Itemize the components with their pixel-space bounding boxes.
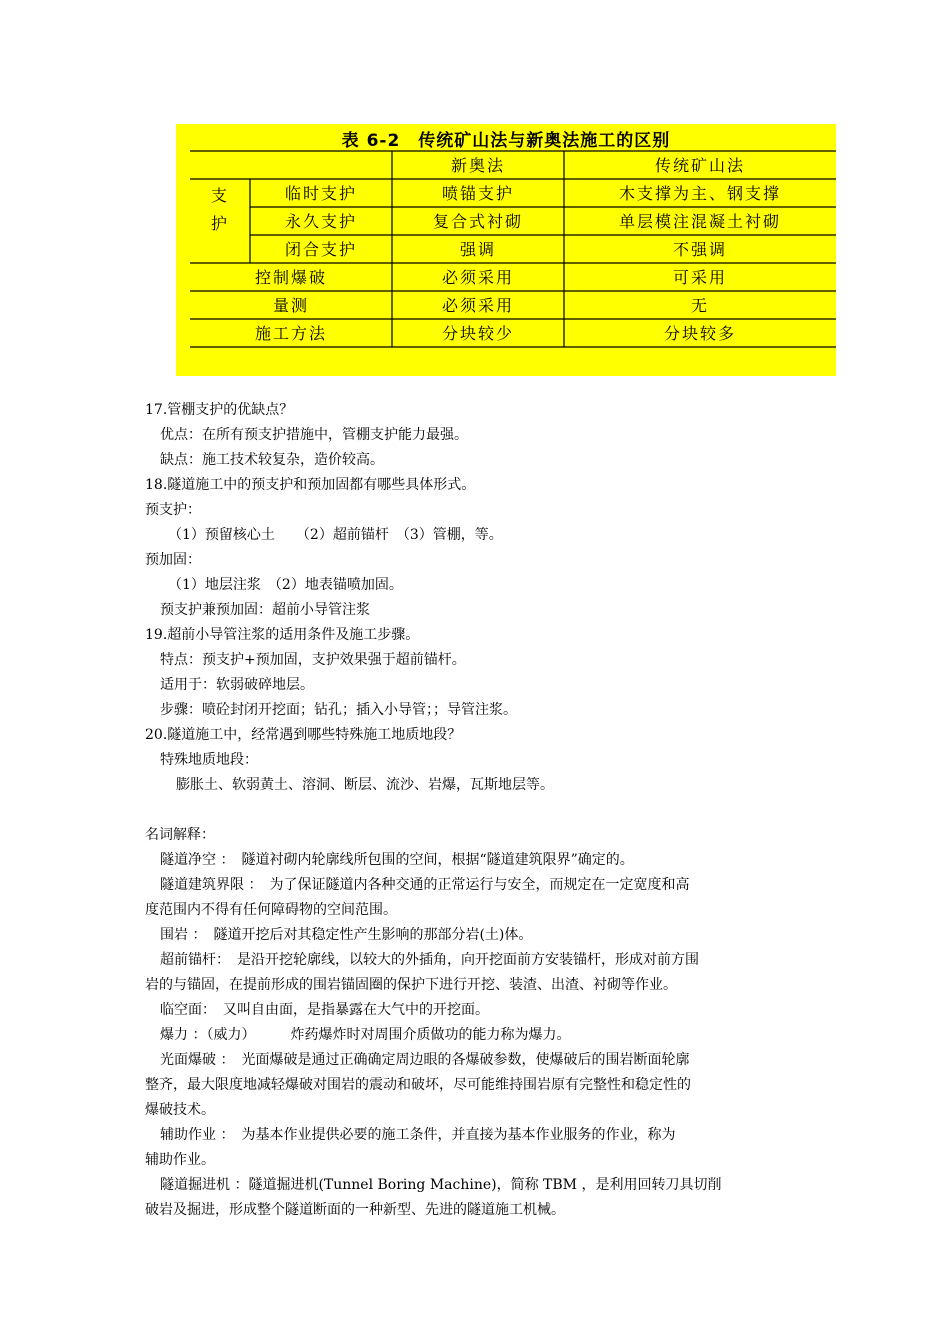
term-building-limit-line1: 隧道建筑界限 ： 为了保证隧道内各种交通的正常运行与安全，而规定在一定宽度和高 <box>160 877 690 893</box>
q20-label: 特殊地质地段： <box>160 752 258 768</box>
question-17: 17.管棚支护的优缺点？ <box>145 402 294 418</box>
term-smooth-blasting-line3: 爆破技术。 <box>145 1102 215 1118</box>
q17-disadvantage: 缺点：施工技术较复杂，造价较高。 <box>160 452 384 468</box>
q17-advantage: 优点：在所有预支护措施中，管棚支护能力最强。 <box>160 427 468 443</box>
row-item-measurement: 量测 <box>272 296 309 315</box>
term-auxiliary-work-line1: 辅助作业 ： 为基本作业提供必要的施工条件，并直接为基本作业服务的作业，称为 <box>160 1127 676 1143</box>
question-19: 19.超前小导管注浆的适用条件及施工步骤。 <box>145 627 420 643</box>
row-old-measurement: 无 <box>690 296 709 315</box>
header-traditional-mining: 传统矿山法 <box>654 156 745 175</box>
row-item-construction-method: 施工方法 <box>254 324 327 343</box>
term-advance-bolt-line2: 岩的与锚固，在提前形成的围岩锚固圈的保护下进行开挖、装渣、出渣、衬砌等作业。 <box>145 977 677 993</box>
row-old-construction-method: 分块较多 <box>663 324 736 343</box>
row-item-permanent-support: 永久支护 <box>284 212 357 231</box>
term-building-limit-line2: 度范围内不得有任何障碍物的空间范围。 <box>145 902 397 918</box>
q19-feature: 特点：预支护+预加固，支护效果强于超前锚杆。 <box>160 652 466 668</box>
document-body <box>145 398 810 1223</box>
row-new-controlled-blasting: 必须采用 <box>441 268 514 287</box>
term-free-face: 临空面： 又叫自由面，是指暴露在大气中的开挖面。 <box>160 1002 489 1018</box>
row-new-permanent-support: 复合式衬砌 <box>432 212 523 231</box>
terms-heading: 名词解释： <box>145 827 215 843</box>
support-label-bottom: 护 <box>210 214 229 233</box>
row-item-temporary-support: 临时支护 <box>284 184 357 203</box>
row-item-controlled-blasting: 控制爆破 <box>254 268 327 287</box>
term-tbm-line2: 破岩及掘进，形成整个隧道断面的一种新型、先进的隧道施工机械。 <box>145 1202 565 1218</box>
row-new-construction-method: 分块较少 <box>441 324 514 343</box>
table-title: 表 6-2 传统矿山法与新奥法施工的区别 <box>341 131 671 151</box>
term-blasting-power: 爆力 ：（威力） 炸药爆炸时对周围介质做功的能力称为爆力。 <box>160 1027 571 1043</box>
term-smooth-blasting-line1: 光面爆破 ： 光面爆破是通过正确确定周边眼的各爆破参数，使爆破后的围岩断面轮廓 <box>160 1052 690 1068</box>
header-new-austrian: 新奥法 <box>450 156 505 175</box>
term-smooth-blasting-line2: 整齐，最大限度地减轻爆破对围岩的震动和破坏，尽可能维持围岩原有完整性和稳定性的 <box>145 1077 691 1093</box>
row-old-controlled-blasting: 可采用 <box>672 268 727 287</box>
term-surrounding-rock: 围岩 ： 隧道开挖后对其稳定性产生影响的那部分岩(土)体。 <box>160 927 533 943</box>
q18-pre-reinforce-items: （1）地层注浆 （2）地表锚喷加固。 <box>168 577 403 593</box>
q18-pre-reinforce-label: 预加固： <box>145 552 201 568</box>
row-old-permanent-support: 单层模注混凝土衬砌 <box>618 212 781 231</box>
q18-pre-support-label: 预支护： <box>145 502 201 518</box>
row-new-measurement: 必须采用 <box>441 296 514 315</box>
term-tbm-line1: 隧道掘进机 ：隧道掘进机(Tunnel Boring Machine)，简称 TBM ，是利用回转刀具切削 <box>160 1177 722 1193</box>
q19-steps: 步骤：喷砼封闭开挖面；钻孔；插入小导管；；导管注浆。 <box>160 702 517 718</box>
q18-combined: 预支护兼预加固：超前小导管注浆 <box>160 602 370 618</box>
term-tunnel-clearance: 隧道净空 ： 隧道衬砌内轮廓线所包围的空间，根据“隧道建筑限界”确定的。 <box>160 852 634 868</box>
row-new-closed-support: 强调 <box>459 240 496 259</box>
question-18: 18.隧道施工中的预支护和预加固都有哪些具体形式。 <box>145 477 476 493</box>
support-label-top: 支 <box>210 186 229 205</box>
comparison-table-image <box>176 124 836 376</box>
row-item-closed-support: 闭合支护 <box>284 240 357 259</box>
term-auxiliary-work-line2: 辅助作业。 <box>145 1152 215 1168</box>
row-new-temporary-support: 喷锚支护 <box>441 184 514 203</box>
spacer <box>145 798 810 823</box>
q20-list: 膨胀土、软弱黄土、溶洞、断层、流沙、岩爆，瓦斯地层等。 <box>176 777 554 793</box>
question-20: 20.隧道施工中，经常遇到哪些特殊施工地质地段？ <box>145 727 462 743</box>
row-old-closed-support: 不强调 <box>672 240 727 259</box>
row-old-temporary-support: 木支撑为主、钢支撑 <box>618 184 781 203</box>
term-advance-bolt-line1: 超前锚杆： 是沿开挖轮廓线，以较大的外插角，向开挖面前方安装锚杆，形成对前方围 <box>160 952 699 968</box>
q19-applicable: 适用于：软弱破碎地层。 <box>160 677 314 693</box>
q18-pre-support-items: （1）预留核心土 （2）超前锚杆 （3）管棚，等。 <box>168 527 503 543</box>
